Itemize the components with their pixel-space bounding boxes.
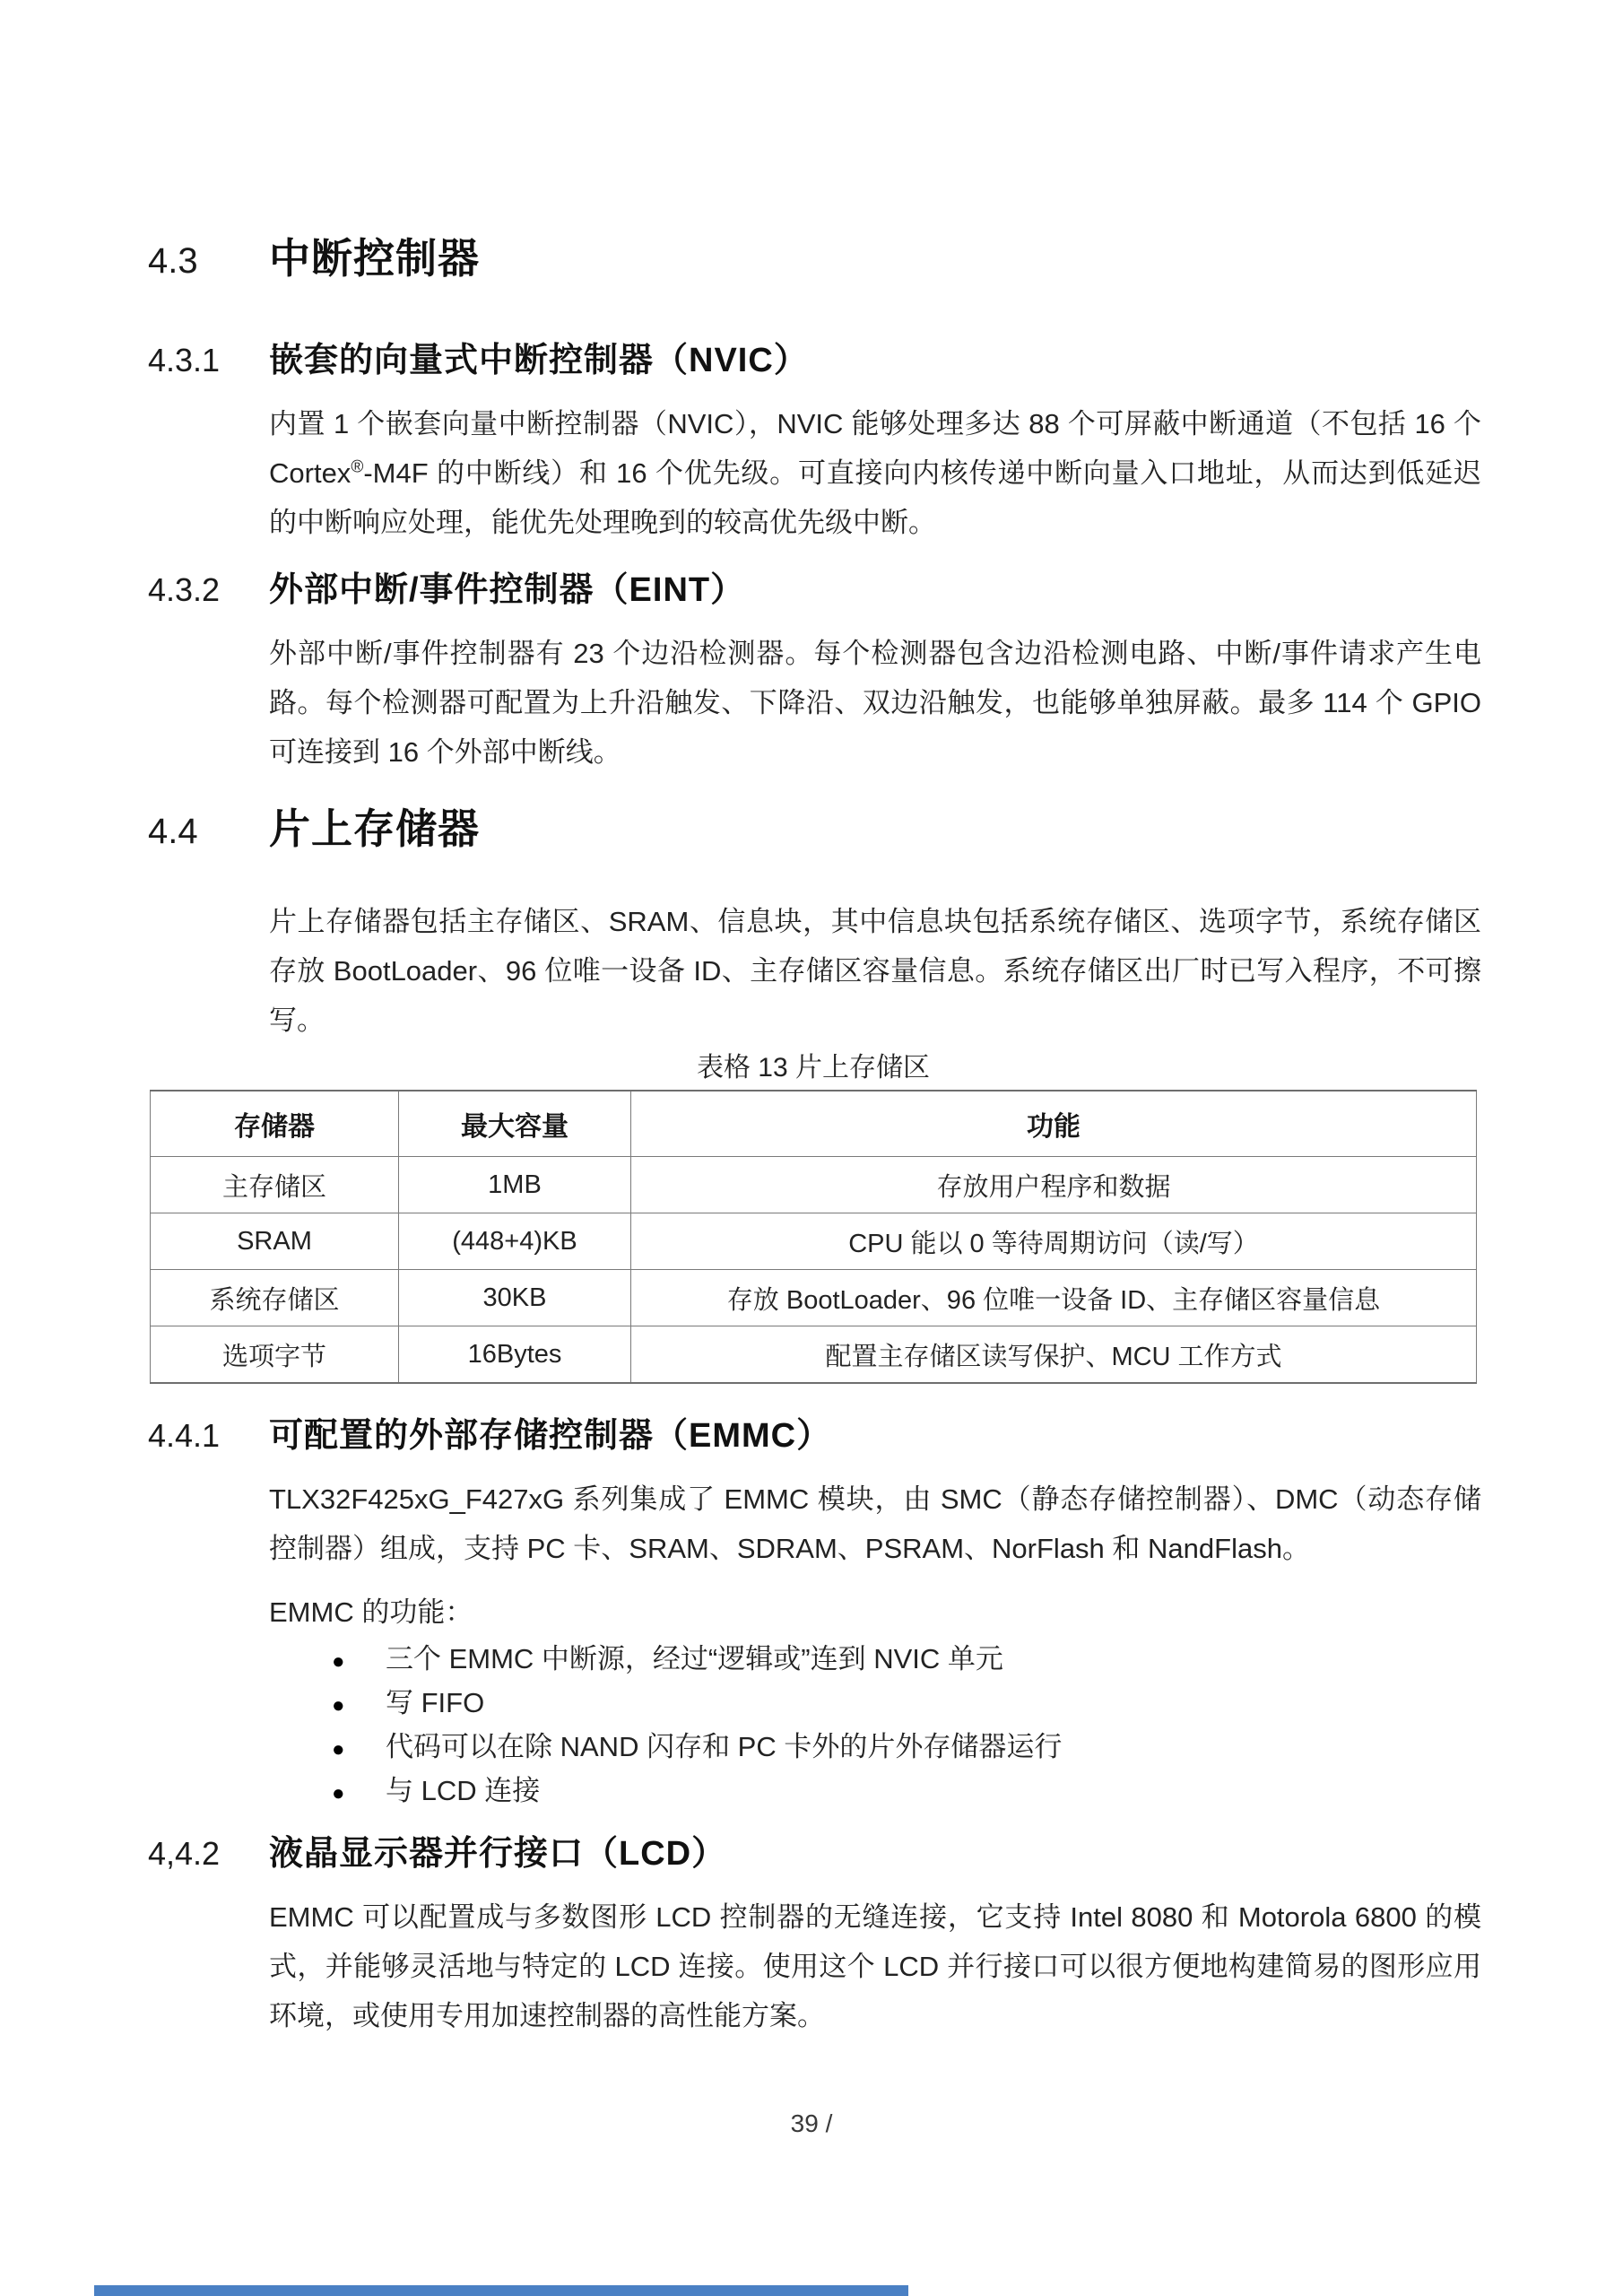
bullet-icon: ● — [332, 1781, 345, 1805]
emmc-features-intro: EMMC 的功能： — [269, 1596, 473, 1628]
bottom-accent-bar — [94, 2285, 908, 2296]
paragraph-nvic — [269, 399, 1481, 547]
table-row — [151, 1213, 1477, 1270]
cell-function: 存放 BootLoader、96 位唯一设备 ID、主存储区容量信息 — [631, 1270, 1477, 1326]
list-item-text: 写 FIFO — [386, 1687, 485, 1718]
paragraph-onchip-memory: 片上存储器包括主存储区、SRAM、信息块，其中信息块包括系统存储区、选项字节，系统存储区存放 BootLoader、96 位唯一设备 ID、主存储区容量信息。系统存储区出厂时已写入程序，不可擦写。 — [269, 906, 1481, 1036]
cell-memory: 系统存储区 — [151, 1270, 399, 1326]
bullet-icon: ● — [332, 1649, 345, 1674]
cell-function: CPU 能以 0 等待周期访问（读/写） — [631, 1213, 1477, 1270]
onchip-memory-table — [150, 1090, 1477, 1384]
paragraph-text: -M4F 的中断线）和 16 个优先级。可直接向内核传递中断向量入口地址，从而达到低延迟的中断响应处理，能优先处理晚到的较高优先级中断。 — [269, 457, 1481, 538]
section-heading-4-3 — [148, 226, 1481, 285]
table-row — [151, 1326, 1477, 1384]
heading-number: 4.4.1 — [148, 1417, 221, 1454]
column-header-max-capacity: 最大容量 — [399, 1091, 631, 1157]
cell-capacity: 30KB — [399, 1270, 631, 1326]
bullet-icon: ● — [332, 1737, 345, 1761]
list-item — [332, 1683, 1481, 1726]
section-heading-4-4 — [148, 796, 1481, 856]
page-content — [148, 0, 1481, 2040]
list-item — [332, 1770, 1481, 1814]
list-item — [332, 1639, 1481, 1683]
paragraph-text: 内置 1 个嵌套向量中断控制器（NVIC），NVIC 能够处理多达 88 个可屏蔽中断通道（不包括 16 个 Cortex — [269, 408, 1481, 489]
section-heading-4-4-2 — [148, 1825, 1481, 1874]
heading-number: 4.3.1 — [148, 342, 221, 378]
section-heading-4-3-1 — [148, 332, 1481, 381]
heading-number: 4.3.2 — [148, 571, 221, 608]
cell-capacity: 1MB — [399, 1157, 631, 1213]
heading-number: 4.4 — [148, 812, 198, 851]
cell-memory: SRAM — [151, 1213, 399, 1270]
paragraph-emmc: TLX32F425xG_F427xG 系列集成了 EMMC 模块，由 SMC（静态存储控制器）、DMC（动态存储控制器）组成，支持 PC 卡、SRAM、SDRAM、PSRAM、NorFlash 和 NandFlash。 — [269, 1483, 1481, 1564]
cell-function: 存放用户程序和数据 — [631, 1157, 1477, 1213]
heading-title: 可配置的外部存储控制器（EMMC） — [269, 1417, 832, 1455]
heading-number: 4.3 — [148, 241, 198, 281]
heading-title: 嵌套的向量式中断控制器（NVIC） — [269, 342, 809, 379]
list-item-text: 与 LCD 连接 — [386, 1775, 541, 1806]
list-item-text: 代码可以在除 NAND 闪存和 PC 卡外的片外存储器运行 — [386, 1731, 1063, 1762]
page-number: 39 / — [790, 2109, 833, 2137]
registered-trademark-symbol: ® — [351, 457, 364, 477]
cell-capacity: (448+4)KB — [399, 1213, 631, 1270]
cell-function: 配置主存储区读写保护、MCU 工作方式 — [631, 1326, 1477, 1384]
section-heading-4-3-2 — [148, 561, 1481, 611]
column-header-memory: 存储器 — [151, 1091, 399, 1157]
heading-number: 4,4.2 — [148, 1835, 221, 1872]
table-header-row — [151, 1091, 1477, 1157]
heading-title: 中断控制器 — [269, 235, 480, 282]
section-heading-4-4-1 — [148, 1407, 1481, 1457]
heading-title: 液晶显示器并行接口（LCD） — [269, 1835, 727, 1873]
emmc-feature-list — [332, 1639, 1481, 1814]
paragraph-lcd: EMMC 可以配置成与多数图形 LCD 控制器的无缝连接，它支持 Intel 8080 和 Motorola 6800 的模式，并能够灵活地与特定的 LCD 连接。使用这个 LCD 并行接口可以很方便地构建简易的图形应用环境，或使用专用加速控制器的高性能方案。 — [269, 1901, 1481, 2031]
heading-title: 片上存储器 — [269, 805, 480, 852]
cell-memory: 选项字节 — [151, 1326, 399, 1384]
table-row — [151, 1270, 1477, 1326]
cell-memory: 主存储区 — [151, 1157, 399, 1213]
column-header-function: 功能 — [631, 1091, 1477, 1157]
bullet-icon: ● — [332, 1693, 345, 1718]
table-row — [151, 1157, 1477, 1213]
table-caption: 表格 13 片上存储区 — [696, 1053, 931, 1083]
list-item — [332, 1726, 1481, 1770]
list-item-text: 三个 EMMC 中断源，经过“逻辑或”连到 NVIC 单元 — [386, 1643, 1003, 1674]
paragraph-eint: 外部中断/事件控制器有 23 个边沿检测器。每个检测器包含边沿检测电路、中断/事件请求产生电路。每个检测器可配置为上升沿触发、下降沿、双边沿触发，也能够单独屏蔽。最多 114 个 GPIO 可连接到 16 个外部中断线。 — [269, 638, 1481, 768]
cell-capacity: 16Bytes — [399, 1326, 631, 1384]
heading-title: 外部中断/事件控制器（EINT） — [269, 571, 746, 609]
